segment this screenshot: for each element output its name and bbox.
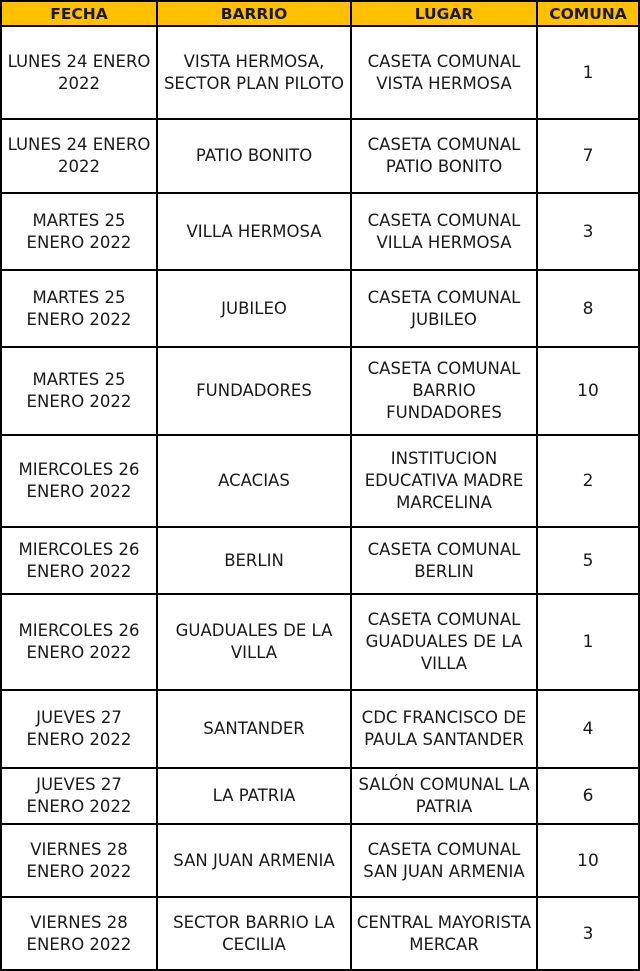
table-row — [1, 193, 639, 270]
cell-comuna: 1 — [537, 26, 639, 119]
cell-lugar: CDC FRANCISCO DE PAULA SANTANDER — [351, 690, 537, 768]
cell-fecha: VIERNES 28 ENERO 2022 — [1, 897, 157, 970]
cell-lugar: CASETA COMUNAL PATIO BONITO — [351, 119, 537, 193]
table-row — [1, 527, 639, 594]
table-row — [1, 270, 639, 347]
cell-fecha: MARTES 25 ENERO 2022 — [1, 347, 157, 435]
cell-barrio: FUNDADORES — [157, 347, 351, 435]
cell-fecha: MIERCOLES 26 ENERO 2022 — [1, 527, 157, 594]
cell-lugar: CASETA COMUNAL BERLIN — [351, 527, 537, 594]
cell-comuna: 2 — [537, 435, 639, 527]
cell-comuna: 6 — [537, 768, 639, 824]
cell-barrio: JUBILEO — [157, 270, 351, 347]
cell-barrio: GUADUALES DE LA VILLA — [157, 594, 351, 690]
cell-lugar: CASETA COMUNAL JUBILEO — [351, 270, 537, 347]
cell-fecha: MIERCOLES 26 ENERO 2022 — [1, 594, 157, 690]
cell-barrio: VISTA HERMOSA, SECTOR PLAN PILOTO — [157, 26, 351, 119]
cell-barrio: ACACIAS — [157, 435, 351, 527]
cell-barrio: SAN JUAN ARMENIA — [157, 824, 351, 897]
table-row — [1, 347, 639, 435]
cell-comuna: 3 — [537, 897, 639, 970]
table-row — [1, 435, 639, 527]
table-row — [1, 26, 639, 119]
cell-barrio: LA PATRIA — [157, 768, 351, 824]
cell-lugar: CASETA COMUNAL GUADUALES DE LA VILLA — [351, 594, 537, 690]
cell-lugar: SALÓN COMUNAL LA PATRIA — [351, 768, 537, 824]
header-lugar: LUGAR — [351, 1, 537, 26]
cell-fecha: LUNES 24 ENERO 2022 — [1, 26, 157, 119]
cell-barrio: PATIO BONITO — [157, 119, 351, 193]
cell-lugar: CASETA COMUNAL VISTA HERMOSA — [351, 26, 537, 119]
cell-fecha: MIERCOLES 26 ENERO 2022 — [1, 435, 157, 527]
cell-comuna: 3 — [537, 193, 639, 270]
table-row — [1, 897, 639, 970]
cell-comuna: 7 — [537, 119, 639, 193]
cell-barrio: BERLIN — [157, 527, 351, 594]
table-row — [1, 119, 639, 193]
table-row — [1, 824, 639, 897]
cell-barrio: SECTOR BARRIO LA CECILIA — [157, 897, 351, 970]
cell-lugar: CASETA COMUNAL VILLA HERMOSA — [351, 193, 537, 270]
cell-lugar: CASETA COMUNAL BARRIO FUNDADORES — [351, 347, 537, 435]
cell-fecha: JUEVES 27 ENERO 2022 — [1, 768, 157, 824]
cell-lugar: CASETA COMUNAL SAN JUAN ARMENIA — [351, 824, 537, 897]
cell-fecha: VIERNES 28 ENERO 2022 — [1, 824, 157, 897]
table-row — [1, 690, 639, 768]
cell-comuna: 8 — [537, 270, 639, 347]
header-comuna: COMUNA — [537, 1, 639, 26]
cell-fecha: MARTES 25 ENERO 2022 — [1, 193, 157, 270]
header-barrio: BARRIO — [157, 1, 351, 26]
cell-barrio: SANTANDER — [157, 690, 351, 768]
cell-fecha: MARTES 25 ENERO 2022 — [1, 270, 157, 347]
header-row — [1, 1, 639, 26]
cell-comuna: 10 — [537, 824, 639, 897]
cell-comuna: 1 — [537, 594, 639, 690]
table-row — [1, 768, 639, 824]
cell-comuna: 10 — [537, 347, 639, 435]
cell-comuna: 5 — [537, 527, 639, 594]
cell-fecha: JUEVES 27 ENERO 2022 — [1, 690, 157, 768]
cell-comuna: 4 — [537, 690, 639, 768]
cell-lugar: CENTRAL MAYORISTA MERCAR — [351, 897, 537, 970]
cell-fecha: LUNES 24 ENERO 2022 — [1, 119, 157, 193]
cell-lugar: INSTITUCION EDUCATIVA MADRE MARCELINA — [351, 435, 537, 527]
cell-barrio: VILLA HERMOSA — [157, 193, 351, 270]
table-row — [1, 594, 639, 690]
header-fecha: FECHA — [1, 1, 157, 26]
